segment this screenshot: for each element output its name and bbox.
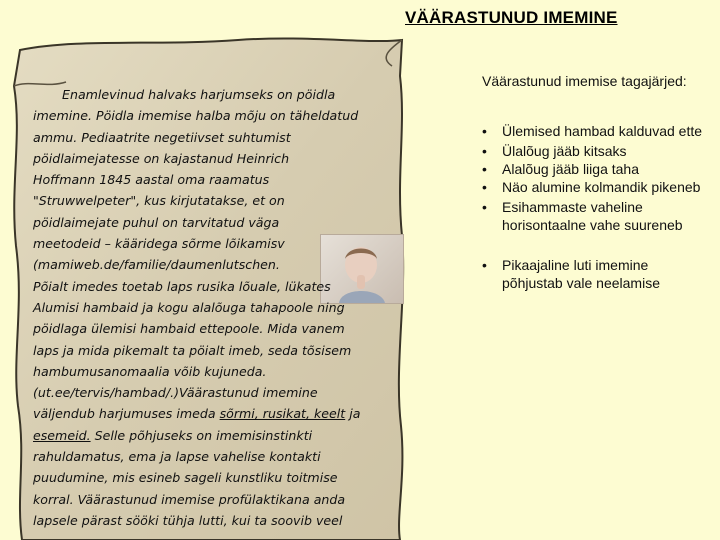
consequences-heading: Väärastunud imemise tagajärjed: xyxy=(482,73,687,89)
bullet-icon: • xyxy=(482,161,487,177)
underlined-terms: sõrmi, rusikat, keelt xyxy=(219,406,346,422)
list-item xyxy=(482,142,712,160)
bullet-icon: • xyxy=(482,199,487,215)
text-line: "Struwwelpeter", kus kirjutatakse, et on xyxy=(33,193,285,209)
text-line: (ut.ee/tervis/hambad/.)Väärastunud imemine xyxy=(33,385,318,401)
text-fragment: Selle põhjuseks on imemisinstinkti xyxy=(90,427,313,443)
text-line: puudumine, mis esineb sageli kunstliku toitmise xyxy=(33,470,338,486)
text-line: korral. Väärastunud imemise profülaktikana anda xyxy=(33,491,346,507)
list-item xyxy=(482,178,712,196)
list-item-text: Pikaajaline luti imemine põhjustab vale neelamise xyxy=(502,257,660,291)
text-line: pöidlaga ülemisi hambaid ettepoole. Mida vanem xyxy=(33,321,345,337)
text-line: ammu. Pediaatrite negetiivset suhtumist xyxy=(33,129,291,145)
text-line: Alumisi hambaid ja kogu alalõuga tahapoole ning xyxy=(33,299,345,315)
slide-title: VÄÄRASTUNUD IMEMINE xyxy=(405,8,618,27)
scroll-body-text xyxy=(33,84,408,531)
text-line: pöidlaimejatesse on kajastanud Heinrich xyxy=(33,150,290,166)
list-item xyxy=(482,256,712,292)
text-line: hambumusanomaalia võib kujuneda. xyxy=(33,363,267,379)
text-line: imemine. Pöidla imemise halba mõju on täheldatud xyxy=(33,108,359,124)
list-item xyxy=(482,122,712,140)
text-fragment: väljendub harjumuses imeda xyxy=(33,406,220,422)
text-line: rahuldamatus, ema ja lapse vahelise kontakti xyxy=(33,449,321,465)
text-line: Enamlevinud halvaks harjumseks on pöidla xyxy=(62,87,336,102)
list-item-text: Näo alumine kolmandik pikeneb xyxy=(502,179,701,195)
text-line: meetodeid – kääridega sõrme lõikamisv xyxy=(33,236,285,252)
text-line xyxy=(33,425,408,446)
list-item-text: Alalõug jääb liiga taha xyxy=(502,161,639,177)
bullet-icon: • xyxy=(482,123,487,139)
consequences-list xyxy=(482,122,712,292)
list-item xyxy=(482,198,712,234)
bullet-icon: • xyxy=(482,143,487,159)
bullet-icon: • xyxy=(482,179,487,195)
text-line: (mamiweb.de/familie/daumenlutschen. xyxy=(33,257,280,273)
text-line xyxy=(33,403,408,424)
text-line: Hoffmann 1845 aastal oma raamatus xyxy=(33,172,270,188)
text-line: Põialt imedes toetab laps rusika lõuale, lükates xyxy=(33,278,331,294)
text-line: pöidlaimejate puhul on tarvitatud väga xyxy=(33,214,280,230)
parchment-scroll xyxy=(8,36,408,540)
list-item xyxy=(482,160,712,178)
text-fragment: ja xyxy=(345,406,361,422)
text-line: laps ja mida pikemalt ta pöialt imeb, seda tõsisem xyxy=(33,342,352,358)
bullet-icon: • xyxy=(482,257,487,273)
list-item-text: Esihammaste vaheline horisontaalne vahe suureneb xyxy=(502,199,683,233)
list-item-text: Ülemised hambad kalduvad ette xyxy=(502,123,703,139)
underlined-term: esemeid. xyxy=(33,427,91,443)
list-item-text: Ülalõug jääb kitsaks xyxy=(502,143,627,159)
text-line: lapsele pärast sööki tühja lutti, kui ta soovib veel xyxy=(33,512,343,528)
consequences-panel xyxy=(482,72,712,292)
